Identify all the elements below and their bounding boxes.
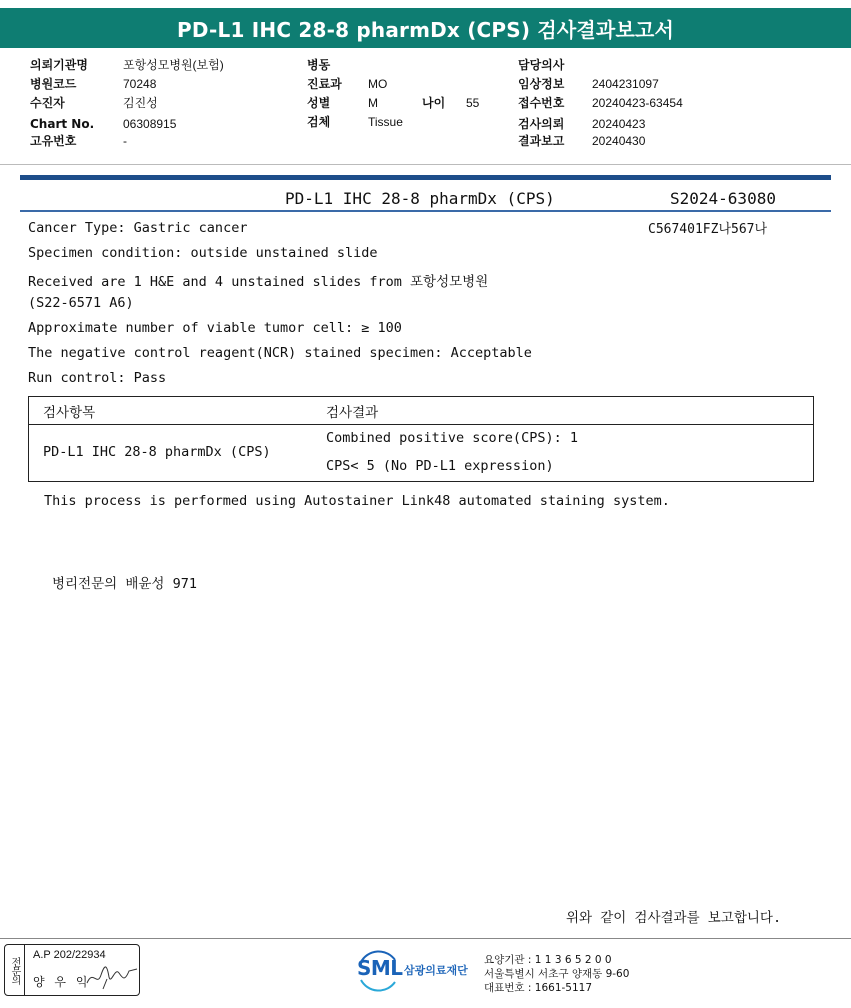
header-value-sex: M — [368, 96, 378, 110]
header-label-doctor: 담당의사 — [518, 58, 565, 72]
header-value-department: MO — [368, 77, 388, 91]
header-label-sex: 성별 — [307, 96, 331, 110]
table-header-divider — [29, 424, 813, 425]
header-value-hospital-code: 70248 — [123, 77, 157, 91]
handwritten-signature-icon — [83, 959, 141, 993]
header-label-ward: 병동 — [307, 58, 331, 72]
pathologist-signer: 병리전문의 배윤성 971 — [52, 576, 197, 592]
table-result-cps-score: Combined positive score(CPS): 1 — [326, 430, 578, 446]
footer-phone: 대표번호 : 1661-5117 — [484, 982, 593, 994]
header-value-clinical-info: 2404231097 — [592, 77, 659, 91]
header-label-institution: 의뢰기관명 — [30, 58, 88, 72]
footer-divider — [0, 938, 851, 939]
header-label-hospital-code: 병원코드 — [30, 77, 77, 91]
logo-text: SML — [357, 956, 403, 980]
stamp-ap-number: A.P 202/22934 — [33, 949, 106, 961]
slide-id-line: (S22-6571 A6) — [28, 295, 134, 311]
header-value-specimen: Tissue — [368, 115, 403, 129]
table-header-item: 검사항목 — [43, 405, 96, 421]
header-value-institution: 포항성모병원(보험) — [123, 58, 224, 72]
footer-provider-code: 요양기관 : 1 1 3 6 5 2 0 0 — [484, 954, 612, 966]
viable-tumor-cell-line: Approximate number of viable tumor cell: ≥ 100 — [28, 320, 402, 336]
header-value-report-date: 20240430 — [592, 134, 646, 148]
header-value-age: 55 — [466, 96, 480, 110]
header-value-request-date: 20240423 — [592, 117, 646, 131]
header-label-age: 나이 — [422, 96, 446, 110]
run-control-line: Run control: Pass — [28, 370, 167, 386]
header-label-request-date: 검사의뢰 — [518, 117, 565, 131]
report-title: PD-L1 IHC 28-8 pharmDx (CPS) — [285, 189, 555, 208]
report-banner-title: PD-L1 IHC 28-8 pharmDx (CPS) 검사결과보고서 — [0, 8, 851, 48]
footer-address: 서울특별시 서초구 양재동 9-60 — [484, 968, 630, 980]
table-item-name: PD-L1 IHC 28-8 pharmDx (CPS) — [43, 444, 271, 460]
sml-logo — [357, 950, 477, 990]
negative-control-line: The negative control reagent(NCR) stained specimen: Acceptable — [28, 345, 532, 361]
report-top-rule — [20, 175, 831, 180]
header-label-department: 진료과 — [307, 77, 342, 91]
header-label-unique-no: 고유번호 — [30, 134, 77, 148]
header-label-chart-no: Chart No. — [30, 117, 95, 131]
result-table — [28, 396, 814, 482]
report-number: S2024-63080 — [670, 189, 776, 208]
header-label-specimen: 검체 — [307, 115, 331, 129]
report-title-underline — [20, 210, 831, 212]
stamp-name: 양 우 익 — [33, 975, 91, 989]
stamp-vertical-label: 전문의 — [5, 945, 25, 995]
closing-statement: 위와 같이 검사결과를 보고합니다. — [566, 910, 782, 926]
header-label-clinical-info: 임상정보 — [518, 77, 565, 91]
received-slides-line: Received are 1 H&E and 4 unstained slides from 포항성모병원 — [28, 274, 489, 290]
table-header-result: 검사결과 — [326, 405, 379, 421]
header-value-receipt-no: 20240423-63454 — [592, 96, 683, 110]
specimen-condition-line: Specimen condition: outside unstained slide — [28, 245, 378, 261]
pathologist-stamp — [4, 944, 140, 996]
header-label-report-date: 결과보고 — [518, 134, 565, 148]
header-value-unique-no: - — [123, 134, 127, 148]
table-result-cps-interpretation: CPS< 5 (No PD-L1 expression) — [326, 458, 554, 474]
barcode-text: C567401FZ나567나 — [648, 222, 768, 237]
header-label-receipt-no: 접수번호 — [518, 96, 565, 110]
header-label-patient: 수진자 — [30, 96, 65, 110]
staining-system-note: This process is performed using Autostainer Link48 automated staining system. — [44, 493, 670, 509]
header-value-patient: 김진성 — [123, 96, 158, 110]
header-value-chart-no: 06308915 — [123, 117, 177, 131]
logo-org-name: 삼광의료재단 — [404, 964, 468, 977]
header-divider — [0, 164, 851, 165]
cancer-type-line: Cancer Type: Gastric cancer — [28, 220, 248, 236]
